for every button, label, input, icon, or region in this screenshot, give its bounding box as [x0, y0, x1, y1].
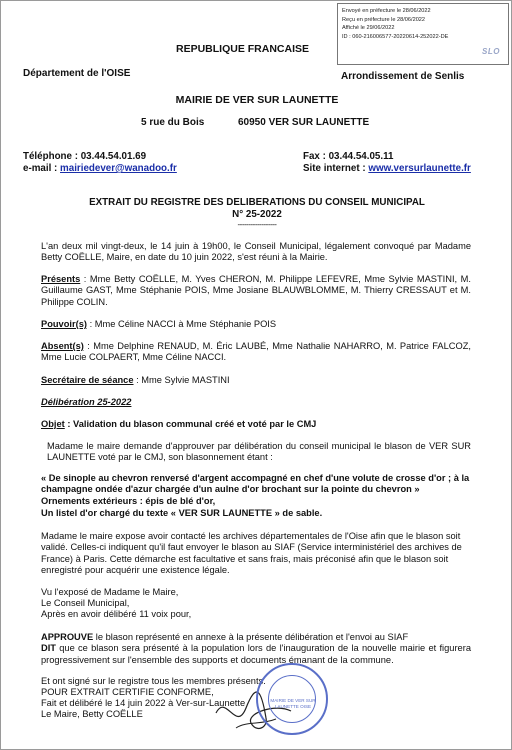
stamp-sent: Envoyé en préfecture le 28/06/2022 [342, 8, 431, 14]
stamp-received: Reçu en préfecture le 28/06/2022 [342, 16, 426, 23]
deliberation-label: Délibération 25-2022 [41, 397, 132, 407]
approuve-paragraph [41, 632, 471, 666]
ornements-line: Ornements extérieurs : épis de blé d'or, [41, 496, 216, 506]
pouvoirs-text: : Mme Céline NACCI à Mme Stéphanie POIS [86, 319, 277, 329]
mairie-seal [256, 663, 328, 735]
dit-label: DIT [41, 643, 56, 654]
approuve-label: APPROUVE [41, 632, 94, 642]
vu-line-1: Vu l'exposé de Madame le Maire, [41, 587, 179, 597]
deliberation-title: EXTRAIT DU REGISTRE DES DELIBERATIONS DU CONSEIL MUNICIPAL [89, 197, 425, 208]
site-label: Site internet : [303, 163, 369, 174]
arrondissement-label: Arrondissement de Senlis [341, 71, 465, 82]
address-street: 5 rue du Bois [141, 117, 205, 128]
objet-paragraph [41, 419, 471, 430]
pouvoirs-paragraph [41, 319, 471, 330]
seal-inner-ring [268, 675, 316, 723]
listel-line: Un listel d'or chargé du texte « VER SUR LAUNETTE » de sable. [41, 508, 323, 518]
telephone: Téléphone : 03.44.54.01.69 [23, 151, 147, 162]
email-line [23, 163, 177, 175]
closing-line-2: POUR EXTRAIT CERTIFIE CONFORME, [41, 687, 214, 697]
secretaire-label: Secrétaire de séance [41, 375, 134, 385]
presents-text: : Mme Betty COËLLE, M. Yves CHERON, M. Philippe LEFEVRE, Mme Sylvie MASTINI, M. Guillaume GAST, Mme Stéphanie POIS, Mme Josiane BLAUWBLOMME, M. Thierry CRESSAUT et M. Philippe COLIN. [41, 274, 471, 307]
site-link[interactable]: www.versurlaunette.fr [368, 163, 471, 174]
intro-paragraph: L'an deux mil vingt-deux, le 14 juin à 19h00, le Conseil Municipal, légalement convoqué par Madame Betty COËLLE, Maire, en date du 10 juin 2022, s'est réuni à la Mairie. [41, 241, 471, 263]
closing-line-4: Le Maire, Betty COËLLE [41, 709, 143, 719]
email-label: e-mail : [23, 163, 61, 174]
address-city: 60950 VER SUR LAUNETTE [238, 117, 370, 128]
objet-text: : Validation du blason communal créé et voté par le CMJ [64, 419, 317, 429]
presents-paragraph [41, 274, 471, 308]
vu-line-2: Le Conseil Municipal, [41, 598, 130, 608]
seal-text: MAIRIE DE VER SUR LAUNETTE OISE [270, 698, 316, 709]
request-paragraph: Madame le maire demande d'approuver par délibération du conseil municipal le blason de VER SUR LAUNETTE voté par le CMJ, son blasonnement étant : [47, 441, 471, 463]
secretaire-text: : Mme Sylvie MASTINI [133, 375, 230, 385]
email-link[interactable]: mairiedever@wanadoo.fr [60, 163, 177, 174]
absents-text: : Mme Delphine RENAUD, M. Éric LAUBÉ, Mme Nathalie NAHARRO, M. Patrice FALCOZ, Mme Lucie COLPAERT, Mme Céline NACCI. [41, 341, 471, 363]
expose-paragraph: Madame le maire expose avoir contacté les archives départementales de l'Oise afin que le blason soit validé. Celles-ci indiquent qu'il faut envoyer le blason au SIAF (Service interministériel des archives de France) à Paris. Cette démarche est facultative et sans frais, mais préconisé afin que le blason soit enregistré pour acquérir une existence légale. [41, 531, 462, 575]
absents-paragraph [41, 341, 471, 364]
prefecture-stamp [337, 3, 509, 65]
vu-line-3: Après en avoir délibéré 11 voix pour, [41, 609, 192, 619]
deliberation-number: N° 25-2022 [232, 209, 282, 220]
dit-text: que ce blason sera présenté à la population lors de l'inauguration de la nouvelle mairie et figurera progressivement sur l'ensemble des supports et documents émanant de la commune. [41, 643, 471, 665]
mairie-title: MAIRIE DE VER SUR LAUNETTE [175, 94, 339, 106]
fax: Fax : 03.44.54.05.11 [303, 151, 394, 162]
approuve-text: le blason représenté en annexe à la présente délibération et l'envoi au SIAF [93, 632, 409, 642]
title-separator: ------------------ [237, 220, 277, 229]
closing-line-1: Et ont signé sur le registre tous les membres présents. [41, 676, 266, 686]
pouvoirs-label: Pouvoir(s) [41, 319, 87, 329]
blason-quote: « De sinople au chevron renversé d'argent accompagné en chef d'une volute de crosse d'or ; à la champagne ondée d'azur chargée d'un aulne d'or brochant sur la pointe du chevron » [41, 473, 470, 495]
closing-line-3: Fait et délibéré le 14 juin 2022 à Ver-sur-Launette [41, 698, 246, 708]
stamp-id: ID : 060-216006577-20220614-252022-DE [342, 33, 449, 40]
departement-label: Département de l'OISE [23, 68, 131, 79]
secretaire-paragraph [41, 375, 471, 386]
republique-heading: REPUBLIQUE FRANCAISE [176, 43, 310, 55]
objet-label: Objet [41, 419, 65, 429]
presents-label: Présents [41, 274, 81, 284]
stamp-brand-logo: SLO [482, 47, 500, 56]
absents-label: Absent(s) [41, 341, 84, 351]
stamp-posted: Affiché le 29/06/2022 [342, 25, 395, 32]
site-line [303, 163, 471, 175]
